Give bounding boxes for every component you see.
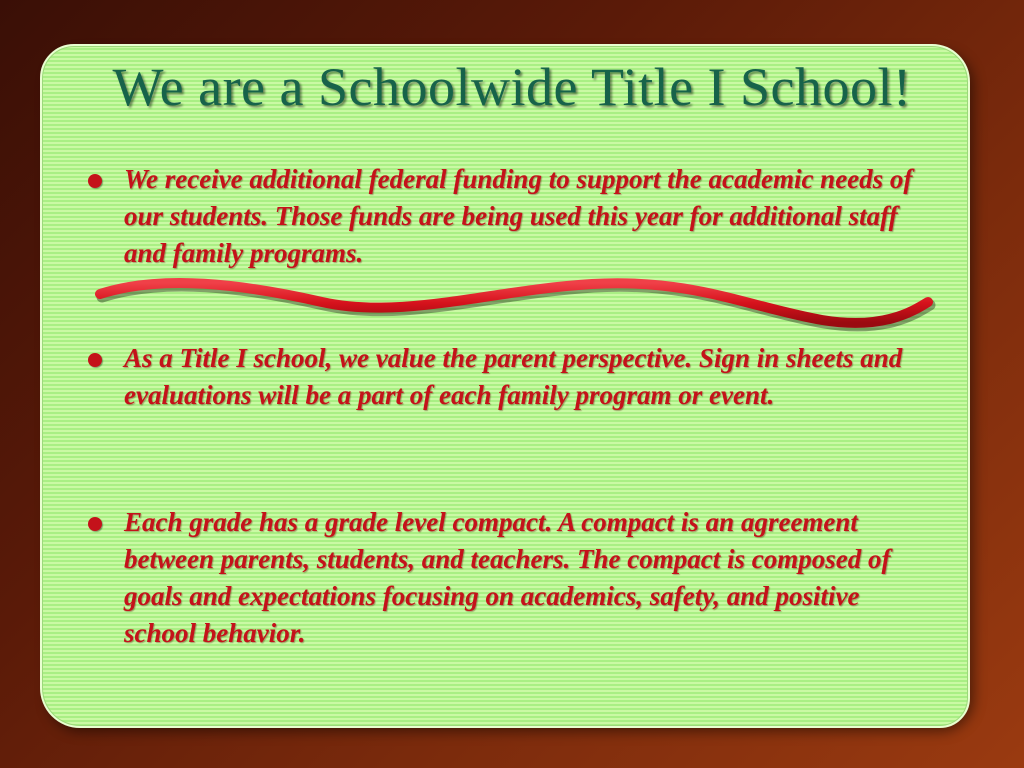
bullet-text: As a Title I school, we value the parent perspective. Sign in sheets and evaluations will be a part of each family program or event. xyxy=(124,343,903,410)
bullet-text: We receive additional federal funding to support the academic needs of our students. Those funds are being used this year for additional staff and family programs. xyxy=(124,164,913,268)
slide-title: We are a Schoolwide Title I School! xyxy=(112,57,912,117)
red-squiggle-divider xyxy=(92,272,938,342)
bullet-text: Each grade has a grade level compact. A compact is an agreement between parents, students, and teachers. The compact is composed of goals and expectations focusing on academics, safety, and positive school behavior. xyxy=(124,507,891,648)
bullet-dot-icon xyxy=(88,353,102,367)
bullet-item-parent-perspective xyxy=(86,340,936,414)
bullet-item-grade-compact xyxy=(86,504,936,652)
bullet-item-funding xyxy=(86,161,936,272)
bullet-dot-icon xyxy=(88,517,102,531)
bullet-dot-icon xyxy=(88,174,102,188)
